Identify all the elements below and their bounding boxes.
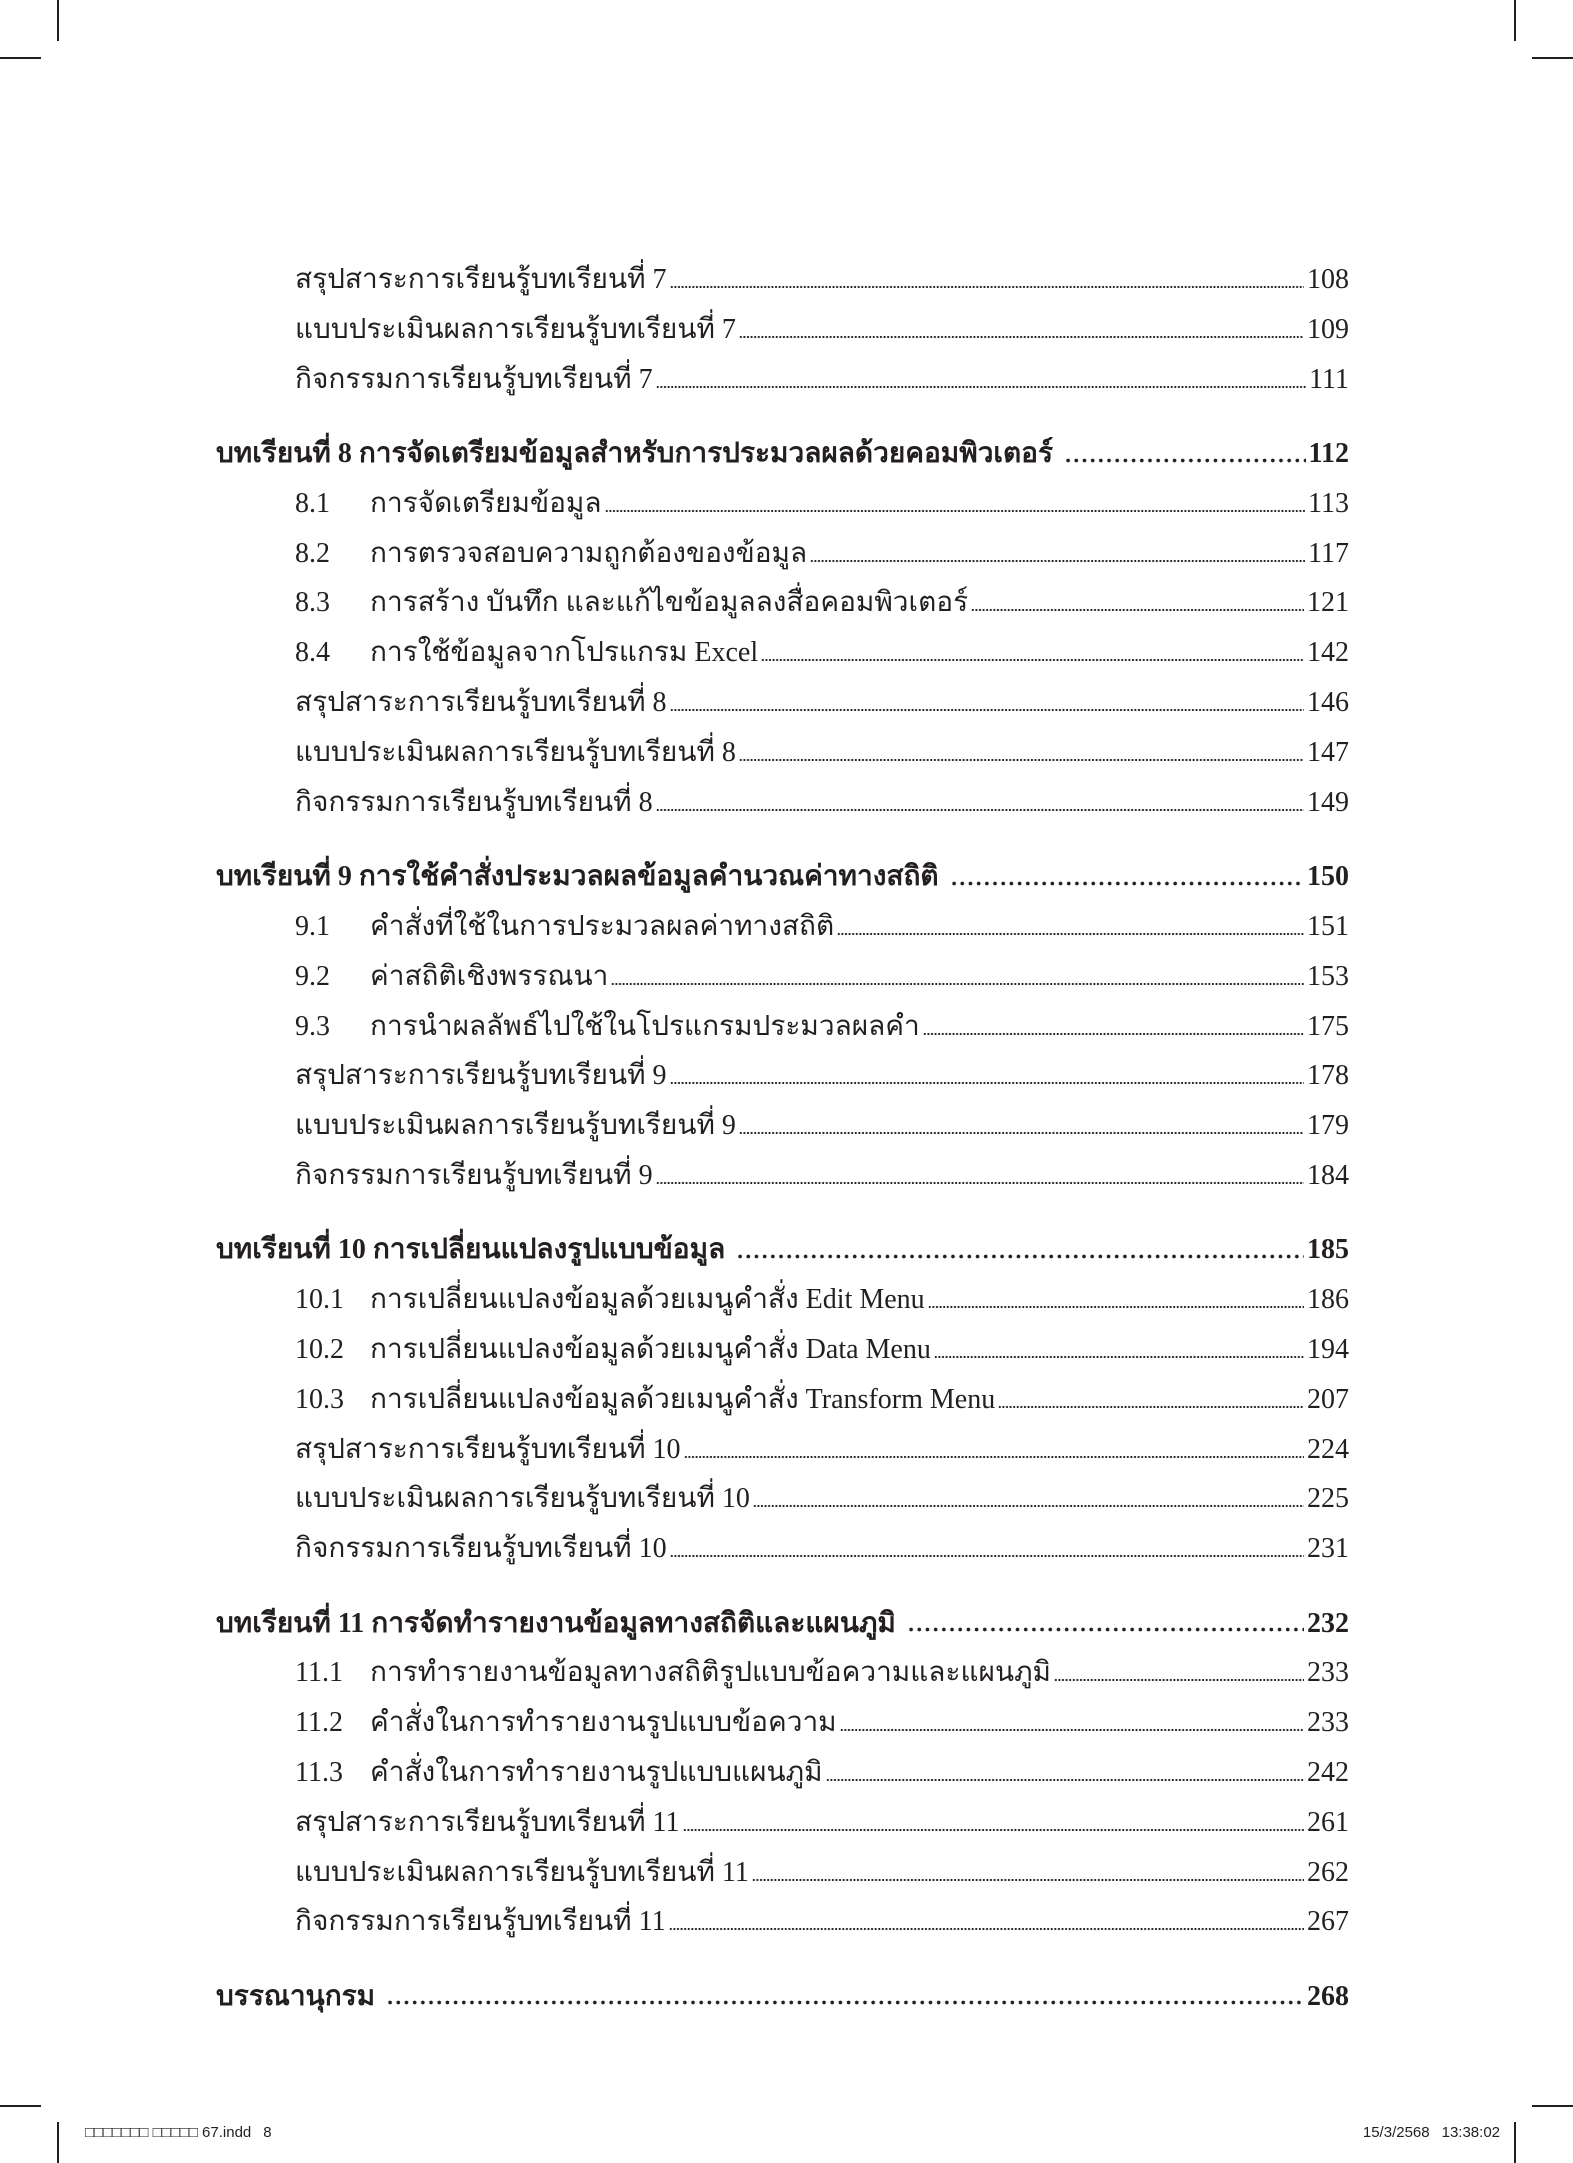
section-number: 9.1 bbox=[295, 910, 330, 942]
entry-title: กิจกรรมการเรียนรู้บทเรียนที่ 10 bbox=[295, 1533, 667, 1565]
dot-leader bbox=[753, 1474, 1304, 1524]
entry-page-number: 117 bbox=[1308, 537, 1349, 569]
entry-page-number: 261 bbox=[1307, 1806, 1349, 1838]
toc-section bbox=[216, 1325, 1349, 1375]
section-title: การนำผลลัพธ์ไปใช้ในโปรแกรมประมวลผลคำ bbox=[370, 1010, 920, 1042]
entry-page-number: 108 bbox=[1307, 264, 1349, 295]
toc-bibliography bbox=[216, 1972, 1349, 2022]
toc-section bbox=[216, 1748, 1349, 1798]
section-title: คำสั่งที่ใช้ในการประมวลผลค่าทางสถิติ bbox=[370, 910, 835, 942]
dot-leader bbox=[950, 852, 1304, 902]
entry-title: กิจกรรมการเรียนรู้บทเรียนที่ 8 bbox=[295, 786, 653, 818]
toc-item bbox=[216, 305, 1349, 355]
entry-page-number: 184 bbox=[1307, 1159, 1349, 1191]
entry-page-number: 147 bbox=[1307, 736, 1349, 768]
chapter-page-number: 112 bbox=[1308, 438, 1349, 470]
dot-leader bbox=[934, 1325, 1304, 1375]
toc-section bbox=[216, 1698, 1349, 1748]
entry-page-number: 186 bbox=[1307, 1284, 1349, 1316]
dot-leader bbox=[971, 578, 1304, 628]
toc-chapter-heading bbox=[216, 429, 1349, 479]
dot-leader bbox=[810, 529, 1305, 579]
section-number: 11.3 bbox=[295, 1757, 343, 1789]
entry-page-number: 121 bbox=[1307, 587, 1349, 619]
dot-leader bbox=[1064, 429, 1305, 479]
toc-item bbox=[216, 1474, 1349, 1524]
bibliography-page-number: 268 bbox=[1307, 1980, 1349, 2012]
entry-page-number: 233 bbox=[1307, 1707, 1349, 1739]
dot-leader bbox=[840, 1698, 1304, 1748]
toc-item bbox=[216, 728, 1349, 778]
entry-page-number: 262 bbox=[1307, 1856, 1349, 1888]
section-title: การทำรายงานข้อมูลทางสถิติรูปแบบข้อความและแผนภูมิ bbox=[370, 1657, 1051, 1689]
entry-page-number: 113 bbox=[1308, 487, 1349, 519]
toc-item bbox=[216, 1848, 1349, 1898]
entry-page-number: 109 bbox=[1307, 313, 1349, 345]
entry-page-number: 224 bbox=[1307, 1433, 1349, 1465]
section-title: การเปลี่ยนแปลงข้อมูลด้วยเมนูคำสั่ง Edit Menu bbox=[370, 1284, 925, 1316]
toc-item bbox=[216, 255, 1349, 305]
dot-leader bbox=[907, 1599, 1304, 1649]
entry-page-number: 153 bbox=[1307, 960, 1349, 992]
dot-leader bbox=[611, 952, 1304, 1002]
section-number: 11.2 bbox=[295, 1707, 343, 1739]
entry-page-number: 178 bbox=[1307, 1060, 1349, 1092]
section-title: การเปลี่ยนแปลงข้อมูลด้วยเมนูคำสั่ง Data Menu bbox=[370, 1334, 931, 1365]
dot-leader bbox=[656, 1151, 1304, 1201]
entry-page-number: 111 bbox=[1309, 363, 1349, 395]
toc-section bbox=[216, 1002, 1349, 1052]
section-title: การเปลี่ยนแปลงข้อมูลด้วยเมนูคำสั่ง Transform Menu bbox=[370, 1383, 996, 1415]
dot-leader bbox=[837, 902, 1304, 952]
dot-leader bbox=[1054, 1648, 1304, 1698]
entry-page-number: 233 bbox=[1307, 1657, 1349, 1689]
section-number: 8.1 bbox=[295, 487, 330, 519]
entry-page-number: 151 bbox=[1307, 910, 1349, 942]
toc-section bbox=[216, 902, 1349, 952]
toc-section bbox=[216, 1275, 1349, 1325]
dot-leader bbox=[670, 1051, 1304, 1101]
section-title: การสร้าง บันทึก และแก้ไขข้อมูลลงสื่อคอมพิวเตอร์ bbox=[370, 587, 969, 619]
toc-section bbox=[216, 1375, 1349, 1425]
dot-leader bbox=[923, 1002, 1304, 1052]
toc-item bbox=[216, 1151, 1349, 1201]
print-date: 15/3/2568 bbox=[1362, 2124, 1430, 2141]
dot-leader bbox=[386, 1972, 1304, 2022]
toc-section bbox=[216, 479, 1349, 529]
section-number: 9.2 bbox=[295, 960, 330, 992]
entry-page-number: 231 bbox=[1307, 1533, 1349, 1565]
chapter-title: บทเรียนที่ 11 การจัดทำรายงานข้อมูลทางสถิติและแผนภูมิ bbox=[216, 1607, 896, 1639]
chapter-title: บทเรียนที่ 8 การจัดเตรียมข้อมูลสำหรับการประมวลผลด้วยคอมพิวเตอร์ bbox=[216, 438, 1054, 470]
toc-section bbox=[216, 952, 1349, 1002]
dot-leader bbox=[739, 305, 1304, 355]
section-number: 8.3 bbox=[295, 587, 330, 619]
slug-left bbox=[85, 2122, 272, 2144]
entry-page-number: 194 bbox=[1307, 1334, 1349, 1365]
section-title: คำสั่งในการทำรายงานรูปแบบข้อความ bbox=[370, 1707, 837, 1739]
crop-mark bbox=[0, 57, 41, 59]
entry-title: แบบประเมินผลการเรียนรู้บทเรียนที่ 8 bbox=[295, 736, 736, 768]
entry-title: กิจกรรมการเรียนรู้บทเรียนที่ 7 bbox=[295, 363, 653, 395]
chapter-title: บทเรียนที่ 10 การเปลี่ยนแปลงรูปแบบข้อมูล bbox=[216, 1234, 726, 1266]
dot-leader bbox=[670, 255, 1304, 305]
toc-item bbox=[216, 1101, 1349, 1151]
toc-item bbox=[216, 355, 1349, 405]
toc-item bbox=[216, 1524, 1349, 1574]
entry-title: สรุปสาระการเรียนรู้บทเรียนที่ 9 bbox=[295, 1060, 667, 1092]
section-title: การจัดเตรียมข้อมูล bbox=[370, 487, 602, 519]
entry-page-number: 149 bbox=[1307, 786, 1349, 818]
chapter-page-number: 150 bbox=[1307, 861, 1349, 893]
chapter-page-number: 185 bbox=[1307, 1234, 1349, 1266]
toc-section bbox=[216, 578, 1349, 628]
print-time: 13:38:02 bbox=[1441, 2124, 1500, 2141]
toc-item bbox=[216, 1051, 1349, 1101]
entry-title: สรุปสาระการเรียนรู้บทเรียนที่ 7 bbox=[295, 264, 667, 295]
entry-page-number: 146 bbox=[1307, 687, 1349, 719]
dot-leader bbox=[739, 728, 1304, 778]
crop-mark bbox=[1532, 2105, 1573, 2107]
section-title: ค่าสถิติเชิงพรรณนา bbox=[370, 960, 609, 992]
dot-leader bbox=[670, 1524, 1304, 1574]
entry-title: แบบประเมินผลการเรียนรู้บทเรียนที่ 10 bbox=[295, 1483, 750, 1515]
dot-leader bbox=[752, 1848, 1304, 1898]
dot-leader bbox=[670, 678, 1304, 728]
chapter-page-number: 232 bbox=[1307, 1607, 1349, 1639]
entry-title: แบบประเมินผลการเรียนรู้บทเรียนที่ 7 bbox=[295, 313, 736, 345]
toc-chapter-heading bbox=[216, 1599, 1349, 1649]
entry-title: แบบประเมินผลการเรียนรู้บทเรียนที่ 9 bbox=[295, 1110, 736, 1142]
slug-right bbox=[1363, 2122, 1500, 2144]
dot-leader bbox=[669, 1897, 1304, 1947]
crop-mark bbox=[57, 0, 59, 41]
entry-page-number: 267 bbox=[1307, 1906, 1349, 1938]
toc-chapter-heading bbox=[216, 1225, 1349, 1275]
section-number: 10.3 bbox=[295, 1383, 344, 1415]
dot-leader bbox=[739, 1101, 1304, 1151]
toc-item bbox=[216, 1798, 1349, 1848]
section-number: 8.4 bbox=[295, 637, 330, 669]
entry-page-number: 207 bbox=[1307, 1383, 1349, 1415]
toc-section bbox=[216, 628, 1349, 678]
crop-mark bbox=[1532, 57, 1573, 59]
crop-mark bbox=[0, 2105, 41, 2107]
section-number: 8.2 bbox=[295, 537, 330, 569]
slug-page-number: 8 bbox=[263, 2124, 272, 2141]
section-number: 9.3 bbox=[295, 1010, 330, 1042]
entry-page-number: 179 bbox=[1307, 1110, 1349, 1142]
toc-chapter-heading bbox=[216, 852, 1349, 902]
toc-item bbox=[216, 1897, 1349, 1947]
toc-item bbox=[216, 778, 1349, 828]
file-name: □□□□□□□ □□□□□ 67.indd bbox=[85, 2124, 252, 2141]
chapter-title: บทเรียนที่ 9 การใช้คำสั่งประมวลผลข้อมูลคำนวณค่าทางสถิติ bbox=[216, 861, 939, 893]
dot-leader bbox=[656, 778, 1304, 828]
toc-section bbox=[216, 1648, 1349, 1698]
toc-item bbox=[216, 678, 1349, 728]
section-title: การตรวจสอบความถูกต้องของข้อมูล bbox=[370, 537, 808, 569]
dot-leader bbox=[761, 628, 1304, 678]
crop-mark bbox=[1514, 0, 1516, 41]
entry-title: สรุปสาระการเรียนรู้บทเรียนที่ 11 bbox=[295, 1806, 680, 1838]
bibliography-title: บรรณานุกรม bbox=[216, 1980, 376, 2012]
toc-section bbox=[216, 529, 1349, 579]
table-of-contents bbox=[216, 255, 1349, 2022]
dot-leader bbox=[998, 1375, 1304, 1425]
section-title: การใช้ข้อมูลจากโปรแกรม Excel bbox=[370, 637, 759, 669]
entry-title: กิจกรรมการเรียนรู้บทเรียนที่ 9 bbox=[295, 1159, 653, 1191]
entry-title: สรุปสาระการเรียนรู้บทเรียนที่ 8 bbox=[295, 687, 667, 719]
crop-mark bbox=[1514, 2122, 1516, 2163]
entry-page-number: 225 bbox=[1307, 1483, 1349, 1515]
entry-page-number: 242 bbox=[1307, 1757, 1349, 1789]
print-slug bbox=[85, 2122, 1500, 2144]
entry-page-number: 142 bbox=[1307, 637, 1349, 669]
dot-leader bbox=[928, 1275, 1304, 1325]
dot-leader bbox=[736, 1225, 1304, 1275]
dot-leader bbox=[826, 1748, 1304, 1798]
section-number: 10.1 bbox=[295, 1284, 344, 1316]
entry-title: กิจกรรมการเรียนรู้บทเรียนที่ 11 bbox=[295, 1906, 666, 1938]
section-number: 10.2 bbox=[295, 1334, 344, 1365]
section-number: 11.1 bbox=[295, 1657, 343, 1689]
toc-item bbox=[216, 1425, 1349, 1475]
dot-leader bbox=[684, 1425, 1304, 1475]
dot-leader bbox=[656, 355, 1306, 405]
entry-title: แบบประเมินผลการเรียนรู้บทเรียนที่ 11 bbox=[295, 1856, 749, 1888]
crop-mark bbox=[57, 2122, 59, 2163]
section-title: คำสั่งในการทำรายงานรูปแบบแผนภูมิ bbox=[370, 1757, 823, 1789]
entry-title: สรุปสาระการเรียนรู้บทเรียนที่ 10 bbox=[295, 1433, 681, 1465]
dot-leader bbox=[683, 1798, 1304, 1848]
entry-page-number: 175 bbox=[1307, 1010, 1349, 1042]
dot-leader bbox=[605, 479, 1305, 529]
